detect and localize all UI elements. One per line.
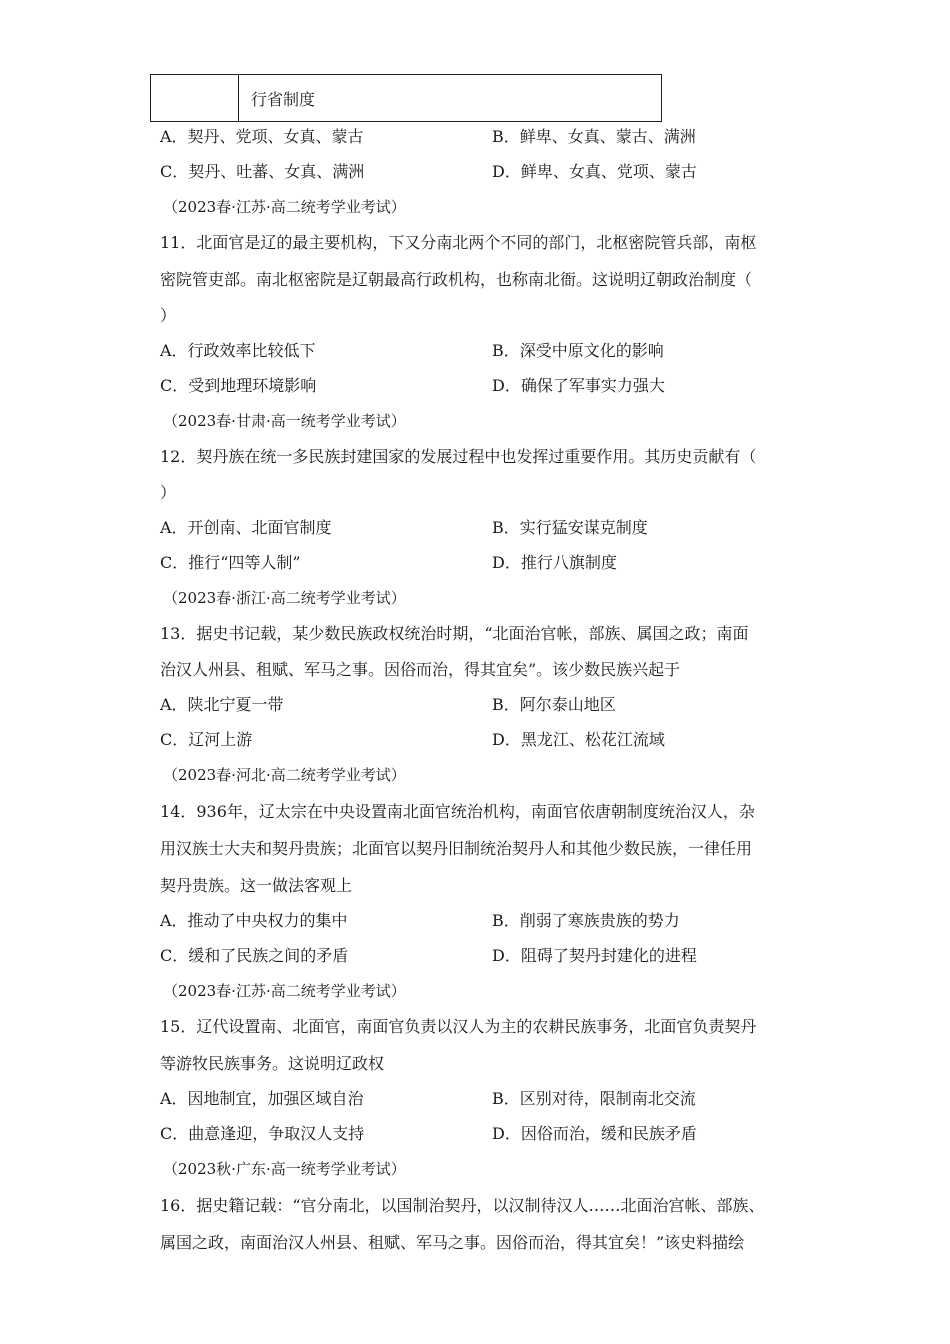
q11-option-b[interactable]: B．深受中原文化的影响 bbox=[492, 341, 664, 360]
q13-stem-line-2: 治汉人州县、租赋、军马之事。因俗而治，得其宜矣”。该少数民族兴起于 bbox=[160, 660, 681, 679]
q14-stem-line-2: 用汉族士大夫和契丹贵族；北面官以契丹旧制统治契丹人和其他少数民族，一律任用 bbox=[160, 839, 753, 858]
q14-source: （2023春·河北·高二统考学业考试） bbox=[163, 766, 406, 784]
q11-source: （2023春·江苏·高二统考学业考试） bbox=[163, 198, 406, 216]
q13-option-c[interactable]: C．辽河上游 bbox=[160, 730, 253, 749]
q12-option-b[interactable]: B．实行猛安谋克制度 bbox=[492, 518, 648, 537]
q11-option-d[interactable]: D．确保了军事实力强大 bbox=[492, 376, 665, 395]
q11-option-c[interactable]: C．受到地理环境影响 bbox=[160, 376, 317, 395]
q10-option-a[interactable]: A．契丹、党项、女真、蒙古 bbox=[160, 127, 364, 146]
q15-source: （2023春·江苏·高二统考学业考试） bbox=[163, 982, 406, 1000]
table-cell: 行省制度 bbox=[251, 90, 316, 109]
q15-option-d[interactable]: D．因俗而治，缓和民族矛盾 bbox=[492, 1124, 697, 1143]
q15-stem-line-1: 15．辽代设置南、北面官，南面官负责以汉人为主的农耕民族事务，北面官负责契丹 bbox=[160, 1017, 757, 1036]
q10-option-b[interactable]: B．鲜卑、女真、蒙古、满洲 bbox=[492, 127, 696, 146]
table-divider bbox=[238, 75, 239, 121]
q14-stem-line-3: 契丹贵族。这一做法客观上 bbox=[160, 876, 353, 895]
q15-option-b[interactable]: B．区别对待，限制南北交流 bbox=[492, 1089, 696, 1108]
q12-stem-line-1: 12．契丹族在统一多民族封建国家的发展过程中也发挥过重要作用。其历史贡献有（ bbox=[160, 447, 757, 466]
q12-option-a[interactable]: A．开创南、北面官制度 bbox=[160, 518, 332, 537]
q12-stem-line-2: ） bbox=[160, 483, 177, 502]
q15-option-a[interactable]: A．因地制宜，加强区域自治 bbox=[160, 1089, 364, 1108]
q14-stem-line-1: 14．936年，辽太宗在中央设置南北面官统治机构，南面官依唐朝制度统治汉人，杂 bbox=[160, 802, 755, 821]
q12-option-d[interactable]: D．推行八旗制度 bbox=[492, 553, 617, 572]
q14-option-c[interactable]: C．缓和了民族之间的矛盾 bbox=[160, 946, 349, 965]
q13-option-a[interactable]: A．陕北宁夏一带 bbox=[160, 695, 284, 714]
q16-source: （2023秋·广东·高一统考学业考试） bbox=[163, 1160, 406, 1178]
q11-stem-line-2: 密院管吏部。南北枢密院是辽朝最高行政机构，也称南北衙。这说明辽朝政治制度（ bbox=[160, 270, 753, 289]
q13-option-b[interactable]: B．阿尔泰山地区 bbox=[492, 695, 616, 714]
q10-option-d[interactable]: D．鲜卑、女真、党项、蒙古 bbox=[492, 162, 697, 181]
q11-stem-line-3: ） bbox=[160, 306, 177, 325]
q13-stem-line-1: 13．据史书记载，某少数民族政权统治时期，“北面治官帐，部族、属国之政；南面 bbox=[160, 624, 749, 643]
answer-table bbox=[150, 74, 662, 122]
q13-source: （2023春·浙江·高二统考学业考试） bbox=[163, 589, 406, 607]
q11-option-a[interactable]: A．行政效率比较低下 bbox=[160, 341, 316, 360]
q12-option-c[interactable]: C．推行“四等人制” bbox=[160, 553, 301, 572]
q13-option-d[interactable]: D．黑龙江、松花江流域 bbox=[492, 730, 665, 749]
q11-stem-line-1: 11．北面官是辽的最主要机构，下又分南北两个不同的部门，北枢密院管兵部，南枢 bbox=[160, 233, 757, 252]
q12-source: （2023春·甘肃·高一统考学业考试） bbox=[163, 412, 406, 430]
q14-option-b[interactable]: B．削弱了寒族贵族的势力 bbox=[492, 911, 680, 930]
q15-option-c[interactable]: C．曲意逢迎，争取汉人支持 bbox=[160, 1124, 365, 1143]
q15-stem-line-2: 等游牧民族事务。这说明辽政权 bbox=[160, 1054, 385, 1073]
q10-option-c[interactable]: C．契丹、吐蕃、女真、满洲 bbox=[160, 162, 365, 181]
q16-stem-line-2: 属国之政，南面治汉人州县、租赋、军马之事。因俗而治，得其宜矣！”该史料描绘 bbox=[160, 1233, 745, 1252]
q14-option-a[interactable]: A．推动了中央权力的集中 bbox=[160, 911, 348, 930]
q14-option-d[interactable]: D．阻碍了契丹封建化的进程 bbox=[492, 946, 697, 965]
q16-stem-line-1: 16．据史籍记载：“官分南北，以国制治契丹，以汉制待汉人……北面治宫帐、部族、 bbox=[160, 1196, 765, 1215]
